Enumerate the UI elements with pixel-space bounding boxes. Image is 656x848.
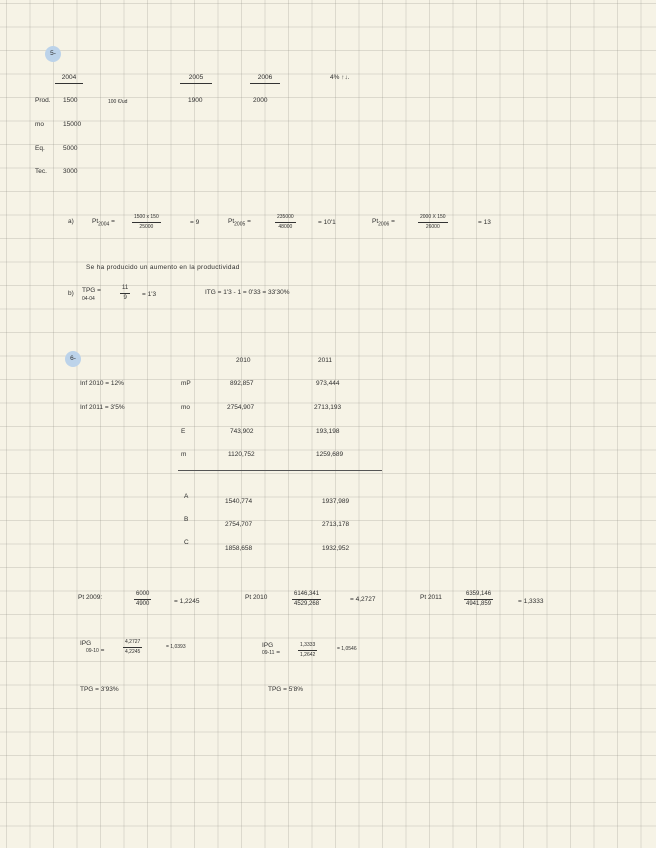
- ex5-row-unit-price: 100 €/ud: [108, 99, 128, 105]
- fraction-denominator: 48000: [278, 224, 293, 230]
- pt-2009-fraction: [134, 591, 151, 608]
- ex5-year-2005: 2005: [180, 74, 212, 84]
- ex6-year-2010: 2010: [236, 357, 251, 364]
- ipg-subscript: 09-10: [86, 648, 99, 654]
- ex5-row-label: Tec.: [35, 168, 47, 175]
- ex6-row-label: mP: [181, 380, 191, 387]
- part-a-label: a): [68, 218, 74, 225]
- fraction-numerator: 2000 X 150: [418, 214, 448, 223]
- ipg-0910-result: = 1,0393: [166, 644, 186, 650]
- pt-2006-subscript: 2006: [378, 221, 390, 228]
- itg-formula: ITG = 1'3 - 1 = 0'33 = 33'30%: [205, 289, 290, 296]
- ex6-row-2010-value: 1120,752: [228, 451, 255, 458]
- fraction-numerator: 4,2727: [123, 639, 142, 648]
- exercise-6-badge: 6-: [65, 351, 81, 367]
- ex6-row-2011-value: 1937,989: [322, 498, 350, 505]
- ex5-percent-note: 4% ↑↓.: [330, 74, 350, 81]
- pt-2005-result: = 10'1: [318, 219, 336, 226]
- pt-2011-result: = 1,3333: [518, 598, 544, 605]
- pt-2004-subscript: 2004: [98, 221, 110, 228]
- pt-2006-symbol: $Pt_{2006}$ =: [372, 218, 395, 228]
- pt-2010-fraction: [292, 591, 321, 608]
- tpg-label: TPG =: [82, 287, 101, 294]
- table-divider: [178, 470, 382, 471]
- ex5-row-2005-value: 1900: [188, 97, 203, 104]
- fraction-denominator: 4900: [136, 601, 150, 607]
- ex6-row-2010-value: 743,902: [230, 428, 254, 435]
- pt-2009-result: = 1,2245: [174, 598, 200, 605]
- pt-2011-label: Pt 2011: [420, 594, 442, 601]
- pt-symbol: Pt: [372, 218, 379, 225]
- tpg-symbol: [82, 287, 101, 303]
- ex5-row-label: mo: [35, 121, 45, 128]
- exercise-5-badge: 5-: [45, 46, 61, 62]
- ex5-row-2006-value: 2000: [253, 97, 268, 104]
- pt-2005-fraction: [275, 214, 296, 231]
- pt-2004-result: = 9: [190, 219, 200, 226]
- ipg-subscript: 09-11: [262, 650, 275, 656]
- pt-2006-result: = 13: [478, 219, 491, 226]
- tpg-0910-result: TPG = 3'93%: [80, 686, 119, 693]
- ex5-row-2004-value: 5000: [63, 145, 78, 152]
- fraction-numerator: 6146,341: [292, 591, 321, 600]
- tpg-subscript: 04-04: [82, 296, 95, 302]
- fraction-numerator: 235000: [275, 214, 296, 223]
- ipg-0910-fraction: [123, 639, 142, 656]
- fraction-numerator: 11: [120, 285, 130, 294]
- pt-2010-label: Pt 2010: [245, 594, 268, 601]
- fraction-denominator: 25000: [139, 224, 154, 230]
- fraction-numerator: 1,3333: [298, 642, 317, 651]
- ex6-row-2011-value: 193,198: [316, 428, 340, 435]
- ex6-row-label: E: [181, 428, 186, 435]
- pt-2005-subscript: 2005: [234, 221, 246, 228]
- ex5-row-label: Eq.: [35, 145, 45, 152]
- fraction-denominator: 1,2642: [300, 652, 316, 658]
- tpg-result: = 1'3: [142, 291, 157, 298]
- ipg-0911-label: IPG 09-11 =: [262, 642, 281, 656]
- ex6-row-label: A: [184, 493, 189, 500]
- ipg-0911-fraction: [298, 642, 317, 659]
- fraction-denominator: 9: [123, 295, 127, 301]
- ex5-year-2006: 2006: [250, 74, 280, 84]
- ex5-row-2004-value: 1500: [63, 97, 78, 104]
- pt-2004-fraction: [132, 214, 161, 231]
- ex5-row-label: Prod.: [35, 97, 51, 104]
- ex6-row-2010-value: 1858,658: [225, 545, 253, 552]
- pt-2009-label: Pt 2009:: [78, 594, 103, 601]
- ex6-row-2011-value: 1932,952: [322, 545, 350, 552]
- tpg-fraction: [120, 285, 130, 302]
- ex6-row-label: mo: [181, 404, 191, 411]
- pt-2010-result: = 4,2727: [350, 596, 376, 603]
- ex6-row-2011-value: 1259,689: [316, 451, 344, 458]
- part-b-label: b): [68, 290, 74, 297]
- fraction-numerator: 6359,146: [464, 591, 493, 600]
- ex6-row-2011-value: 2713,178: [322, 521, 350, 528]
- ex6-row-2010-value: 2754,707: [225, 521, 253, 528]
- productivity-note: Se ha producido un aumento en la productividad: [86, 264, 240, 271]
- ipg-label: IPG: [262, 642, 274, 649]
- fraction-denominator: 26000: [425, 224, 440, 230]
- ipg-label: IPG: [80, 640, 92, 647]
- fraction-denominator: 4529,268: [294, 601, 320, 607]
- ex6-row-2010-value: 1540,774: [225, 498, 253, 505]
- fraction-denominator: 4941,859: [466, 601, 492, 607]
- pt-2004-symbol: $Pt_{2004}$ =: [92, 218, 115, 228]
- inflation-2011: Inf 2011 = 3'5%: [80, 404, 125, 411]
- pt-2011-fraction: [464, 591, 493, 608]
- ipg-0911-result: = 1,0546: [337, 646, 357, 652]
- ipg-0910-label: IPG 09-10 =: [80, 640, 105, 654]
- ex6-row-label: m: [181, 451, 187, 458]
- fraction-numerator: 1500 x 150: [132, 214, 161, 223]
- pt-symbol: Pt: [228, 218, 235, 225]
- tpg-0911-result: TPG = 5'8%: [268, 686, 304, 693]
- fraction-denominator: 4,2245: [125, 649, 141, 655]
- pt-2005-symbol: $Pt_{2005}$ =: [228, 218, 251, 228]
- ex6-row-label: C: [184, 539, 189, 546]
- fraction-numerator: 6000: [134, 591, 151, 600]
- pt-symbol: Pt: [92, 218, 99, 225]
- ex6-row-2011-value: 2713,193: [314, 404, 342, 411]
- ex6-year-2011: 2011: [318, 357, 332, 364]
- inflation-2010: Inf 2010 = 12%: [80, 380, 124, 387]
- ex6-row-2010-value: 892,857: [230, 380, 254, 387]
- ex5-row-2004-value: 15000: [63, 121, 82, 128]
- ex5-year-2004: 2004: [55, 74, 83, 84]
- ex6-row-label: B: [184, 516, 189, 523]
- pt-2006-fraction: [418, 214, 448, 231]
- ex6-row-2011-value: 973,444: [316, 380, 340, 387]
- ex5-row-2004-value: 3000: [63, 168, 78, 175]
- ex6-row-2010-value: 2754,907: [227, 404, 255, 411]
